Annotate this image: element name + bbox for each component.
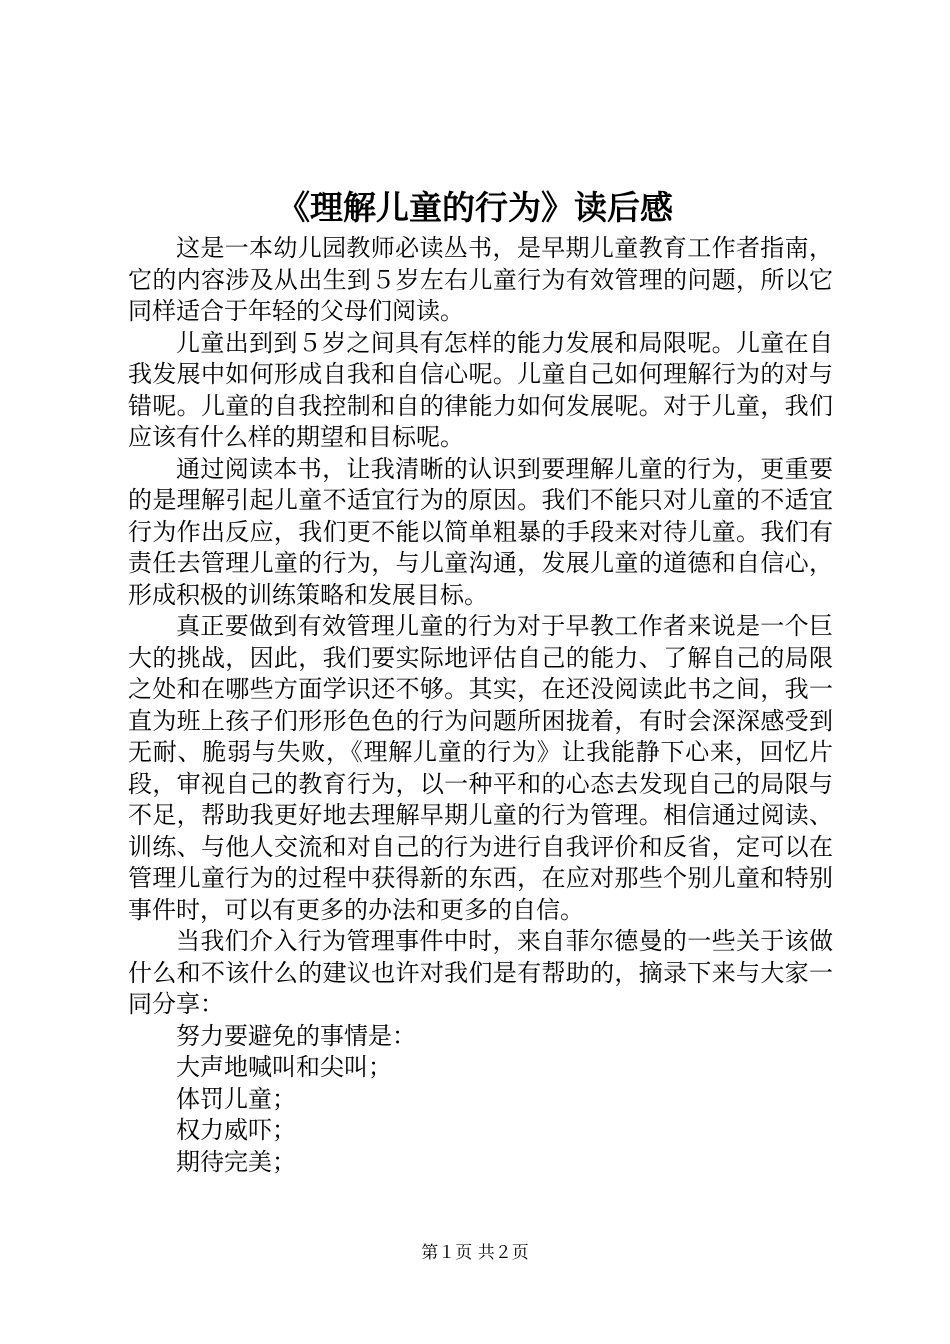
page-number-footer: 第１页 共２页 — [421, 1243, 529, 1263]
paragraph: 当我们介入行为管理事件中时，来自菲尔德曼的一些关于该做什么和不该什么的建议也许对我们是有帮助的，摘录下来与大家一同分享： — [128, 927, 833, 1018]
avoid-list-heading: 努力要避免的事情是： — [176, 1021, 416, 1050]
paragraph: 通过阅读本书，让我清晰的认识到要理解儿童的行为，更重要的是理解引起儿童不适宜行为的原因。我们不能只对儿童的不适宜行为作出反应，我们更不能以简单粗暴的手段来对待儿童。我们有责任去管理儿童的行为，与儿童沟通，发展儿童的道德和自信心，形成积极的训练策略和发展目标。 — [128, 454, 833, 609]
paragraph: 儿童出到到５岁之间具有怎样的能力发展和局限呢。儿童在自我发展中如何形成自我和自信心呢。儿童自己如何理解行为的对与错呢。儿童的自我控制和自的律能力如何发展呢。对于儿童，我们应该有什么样的期望和目标呢。 — [128, 328, 833, 451]
paragraph: 真正要做到有效管理儿童的行为对于早教工作者来说是一个巨大的挑战，因此，我们要实际地评估自己的能力、了解自己的局限之处和在哪些方面学识还不够。其实，在还没阅读此书之间，我一直为班上孩子们形形色色的行为问题所困拢着，有时会深深感受到无耐、脆弱与失败，《理解儿童的行为》让我能静下心来，回忆片段，审视自己的教育行为，以一种平和的心态去发现自己的局限与不足，帮助我更好地去理解早期儿童的行为管理。相信通过阅读、训练、与他人交流和对自己的行为进行自我评价和反省，定可以在管理儿童行为的过程中获得新的东西，在应对那些个别儿童和特别事件时，可以有更多的办法和更多的自信。 — [128, 612, 833, 924]
avoid-list-item: 大声地喊叫和尖叫； — [176, 1053, 392, 1081]
paragraph: 这是一本幼儿园教师必读丛书，是早期儿童教育工作者指南，它的内容涉及从出生到５岁左右儿童行为有效管理的问题，所以它同样适合于年轻的父母们阅读。 — [128, 234, 833, 325]
avoid-list-item: 体罚儿童； — [176, 1084, 296, 1113]
avoid-list-item: 权力威吓； — [176, 1116, 296, 1144]
avoid-list-item: 期待完美； — [176, 1147, 296, 1176]
document-body — [128, 233, 833, 1178]
document-title: 《理解儿童的行为》读后感 — [277, 188, 673, 227]
